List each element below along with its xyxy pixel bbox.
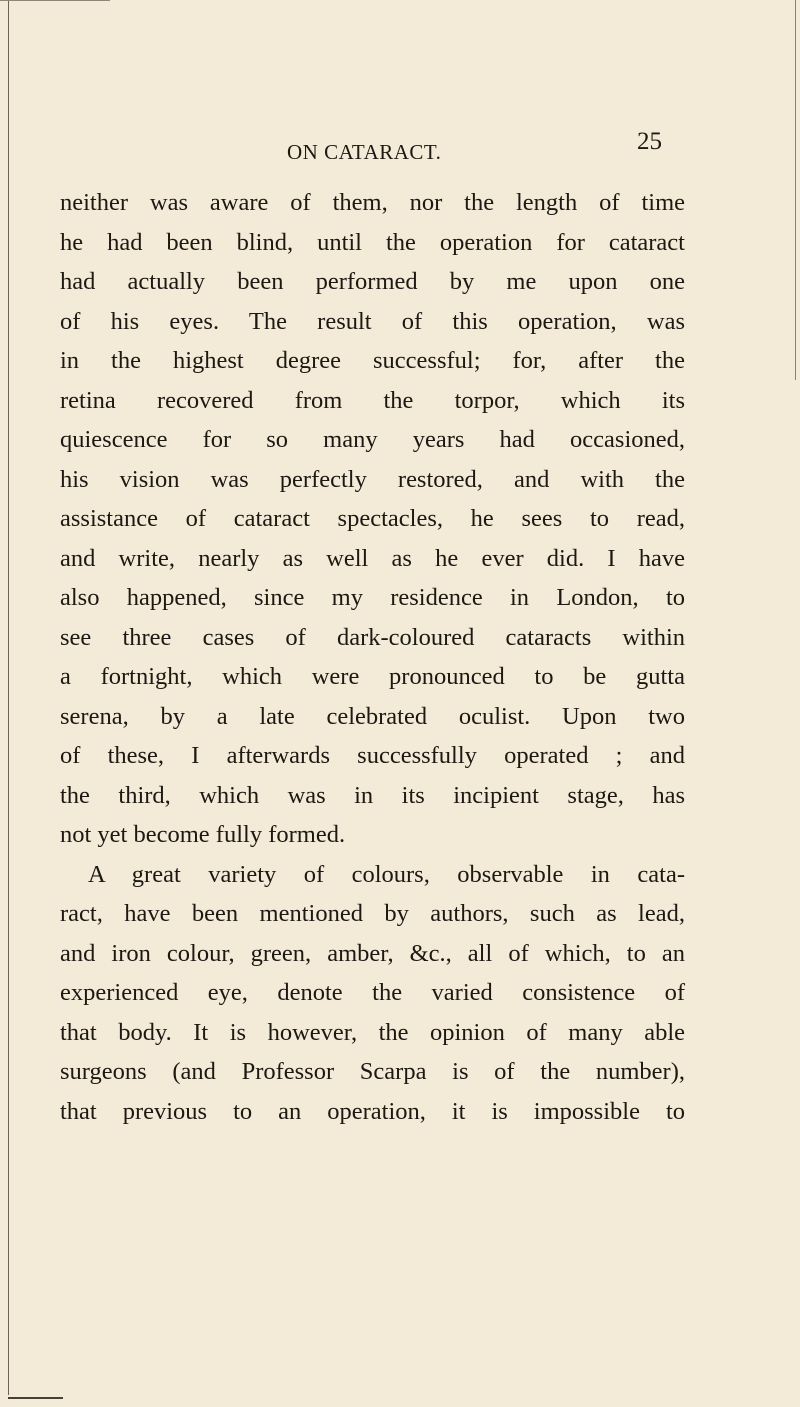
scan-edge-bottom: [8, 1397, 63, 1399]
text-line: had actually been performed by me upon one: [60, 268, 685, 295]
text-line: quiescence for so many years had occasioned,: [60, 426, 685, 453]
page-number: 25: [637, 128, 662, 155]
text-line: surgeons (and Professor Scarpa is of the number),: [60, 1058, 685, 1085]
text-line: a fortnight, which were pronounced to be gutta: [60, 663, 685, 690]
text-line: the third, which was in its incipient stage, has: [60, 781, 685, 809]
text-line: A great variety of colours, observable in cata-: [88, 860, 685, 888]
text-line: serena, by a late celebrated oculist. Upon two: [60, 702, 685, 730]
scan-edge-top: [0, 0, 110, 1]
text-line: and iron colour, green, amber, &c., all of which, to an: [60, 939, 685, 967]
scan-edge-right: [795, 0, 796, 380]
text-line: in the highest degree successful; for, after the: [60, 347, 685, 374]
text-line: and write, nearly as well as he ever did. I have: [60, 544, 685, 572]
text-line: assistance of cataract spectacles, he sees to read,: [60, 505, 685, 532]
text-line: experienced eye, denote the varied consistence of: [60, 979, 685, 1006]
text-line: not yet become fully formed.: [60, 821, 346, 848]
text-line: see three cases of dark-coloured cataracts within: [60, 623, 685, 651]
text-line: of these, I afterwards successfully operated ; and: [60, 742, 685, 769]
scan-edge-left: [8, 0, 9, 1395]
text-line: that body. It is however, the opinion of many able: [60, 1018, 685, 1046]
text-line: of his eyes. The result of this operation, was: [60, 307, 685, 335]
running-head: ON CATARACT.: [287, 140, 442, 164]
text-line: retina recovered from the torpor, which its: [60, 386, 685, 414]
body-text: [60, 183, 685, 1131]
text-line: his vision was perfectly restored, and with the: [60, 465, 685, 493]
text-line: that previous to an operation, it is impossible to: [60, 1097, 685, 1125]
text-line: he had been blind, until the operation for cataract: [60, 228, 685, 256]
text-line: neither was aware of them, nor the length of time: [60, 189, 685, 216]
text-line: also happened, since my residence in London, to: [60, 584, 685, 611]
text-line: ract, have been mentioned by authors, such as lead,: [60, 900, 685, 927]
